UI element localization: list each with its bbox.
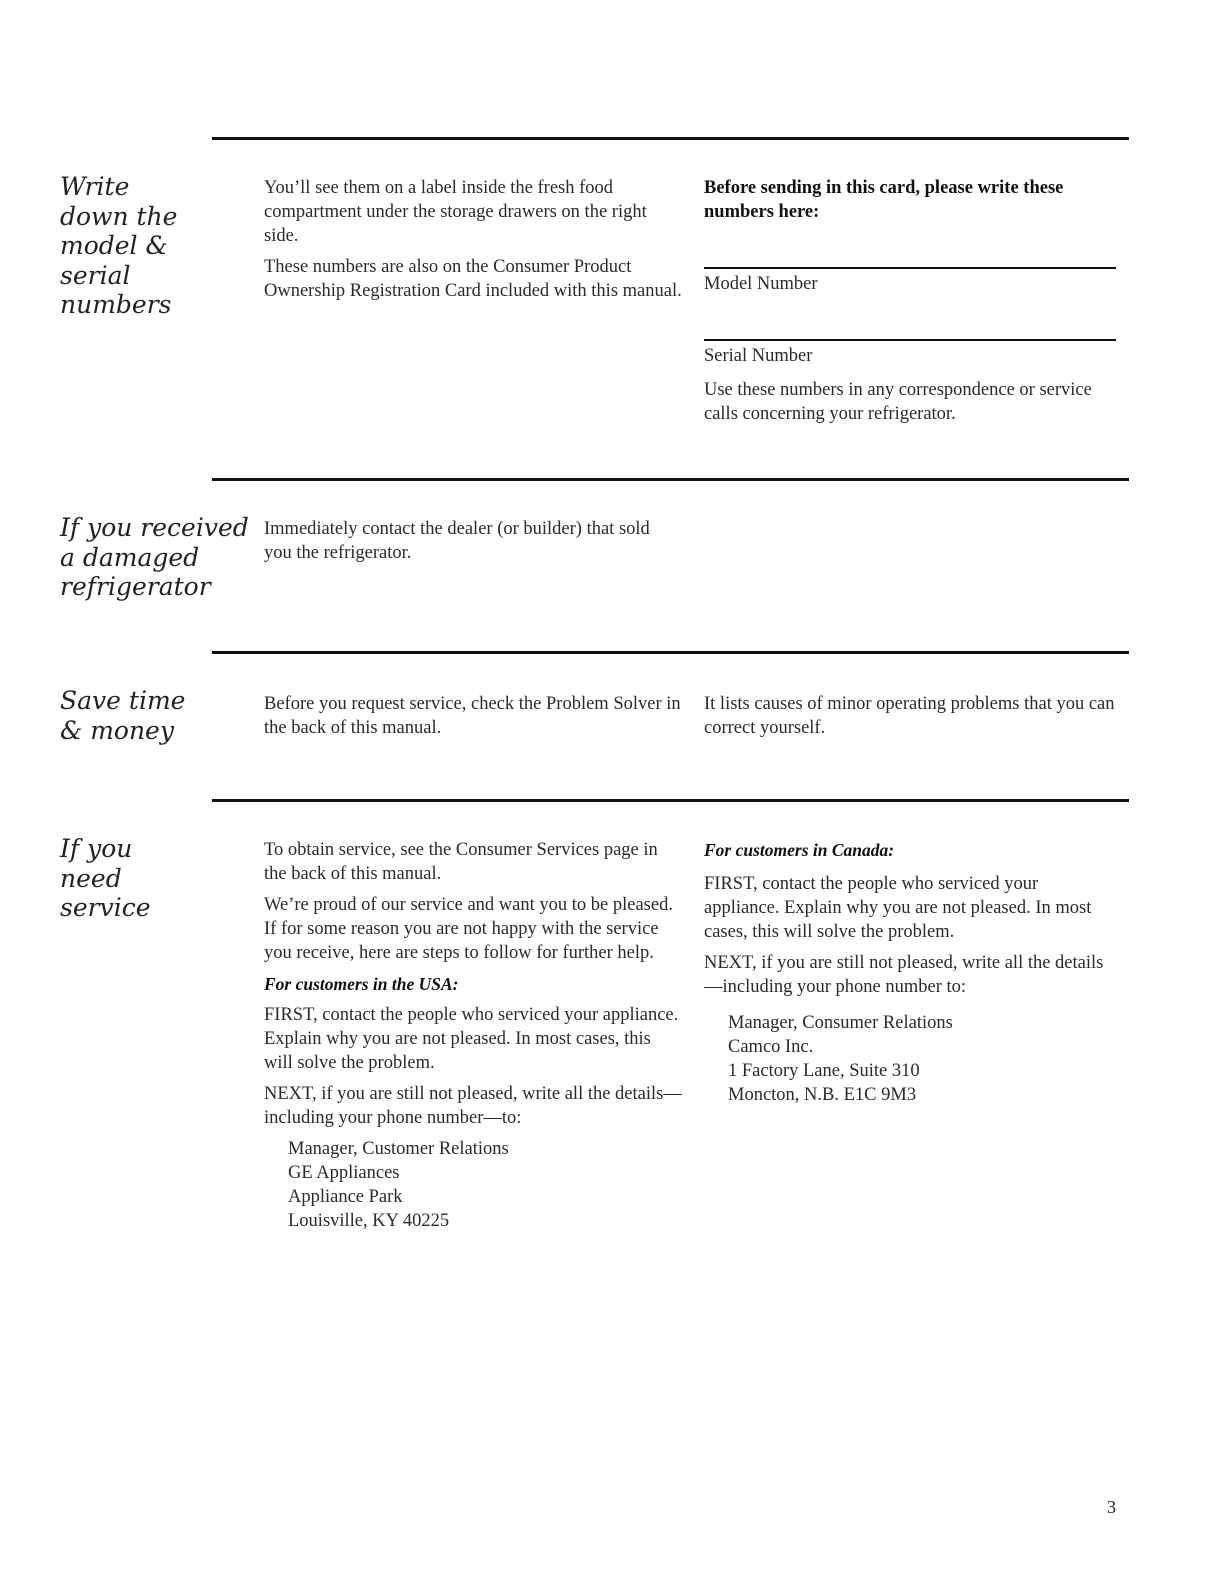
heading-line: Save time — [60, 686, 186, 715]
heading-line: Write — [60, 172, 130, 201]
address-line: Louisville, KY 40225 — [288, 1211, 450, 1231]
address-line: Manager, Consumer Relations — [728, 1013, 953, 1033]
address-line: Manager, Customer Relations — [288, 1139, 509, 1159]
usa-first-step-paragraph: FIRST, contact the people who serviced your appliance. Explain why you are not pleased. In most cases, this will solve the problem. — [264, 1005, 679, 1073]
label-location-paragraph: You’ll see them on a label inside the fresh food compartment under the storage drawers on the right side. — [264, 178, 647, 246]
address-line: Appliance Park — [288, 1187, 403, 1207]
service-left-column — [264, 838, 682, 1233]
canada-first-step-paragraph: FIRST, contact the people who serviced your appliance. Explain why you are not pleased. In most cases, this will solve the problem. — [704, 874, 1092, 942]
contact-dealer-paragraph: Immediately contact the dealer (or builder) that sold you the refrigerator. — [264, 519, 650, 563]
heading-line: serial — [60, 260, 131, 290]
address-line: GE Appliances — [288, 1163, 400, 1183]
obtain-service-paragraph: To obtain service, see the Consumer Services page in the back of this manual. — [264, 840, 658, 884]
usa-customers-subheading: For customers in the USA: — [264, 974, 459, 994]
serial-number-line — [704, 339, 1116, 341]
address-line: 1 Factory Lane, Suite 310 — [728, 1061, 920, 1081]
use-numbers-paragraph: Use these numbers in any correspondence or service calls concerning your refrigerator. — [704, 380, 1092, 424]
minor-problems-paragraph: It lists causes of minor operating problems that you can correct yourself. — [704, 694, 1115, 738]
address-line: Camco Inc. — [728, 1037, 814, 1057]
heading-line: down the — [60, 201, 178, 231]
canada-mailing-address — [704, 1011, 1116, 1107]
save-time-left-column — [264, 692, 682, 747]
address-line: Moncton, N.B. E1C 9M3 — [728, 1085, 917, 1105]
section-heading-service — [60, 834, 240, 923]
model-number-label: Model Number — [704, 274, 818, 294]
damaged-column — [264, 517, 682, 572]
serial-number-label: Serial Number — [704, 346, 813, 366]
usa-mailing-address — [264, 1137, 682, 1233]
heading-line: If you — [60, 834, 133, 863]
heading-line: refrigerator — [60, 572, 211, 601]
heading-line: a damaged — [60, 542, 200, 572]
proud-of-service-paragraph: We’re proud of our service and want you to be pleased. If for some reason you are not happy with the service you receive, here are steps to follow for further help. — [264, 895, 673, 963]
section-divider-model-serial — [212, 137, 1129, 140]
service-right-column — [704, 838, 1116, 1107]
canada-customers-subheading: For customers in Canada: — [704, 840, 895, 860]
section-divider-save-time — [212, 651, 1129, 654]
model-number-line — [704, 267, 1116, 269]
heading-line: model & — [60, 231, 168, 260]
canada-next-step-paragraph: NEXT, if you are still not pleased, write all the details—including your phone number to: — [704, 953, 1104, 997]
model-serial-left-column — [264, 176, 682, 310]
registration-card-paragraph: These numbers are also on the Consumer Product Ownership Registration Card included with this manual. — [264, 257, 682, 301]
heading-line: & money — [60, 715, 174, 745]
section-divider-service — [212, 799, 1129, 802]
heading-line: If you received — [60, 513, 249, 542]
heading-line: need — [60, 863, 122, 893]
section-heading-damaged — [60, 513, 260, 602]
page-number: 3 — [1107, 1497, 1116, 1517]
section-heading-model-serial — [60, 172, 240, 320]
section-heading-save-time — [60, 686, 240, 745]
problem-solver-paragraph: Before you request service, check the Problem Solver in the back of this manual. — [264, 694, 681, 738]
usa-next-step-paragraph: NEXT, if you are still not pleased, write all the details—including your phone number—to: — [264, 1084, 682, 1128]
heading-line: numbers — [60, 290, 172, 319]
model-serial-right-column — [704, 176, 1116, 433]
save-time-right-column — [704, 692, 1116, 747]
record-numbers-instruction: Before sending in this card, please write these numbers here: — [704, 178, 1064, 222]
heading-line: service — [60, 893, 151, 922]
section-divider-damaged — [212, 478, 1129, 481]
